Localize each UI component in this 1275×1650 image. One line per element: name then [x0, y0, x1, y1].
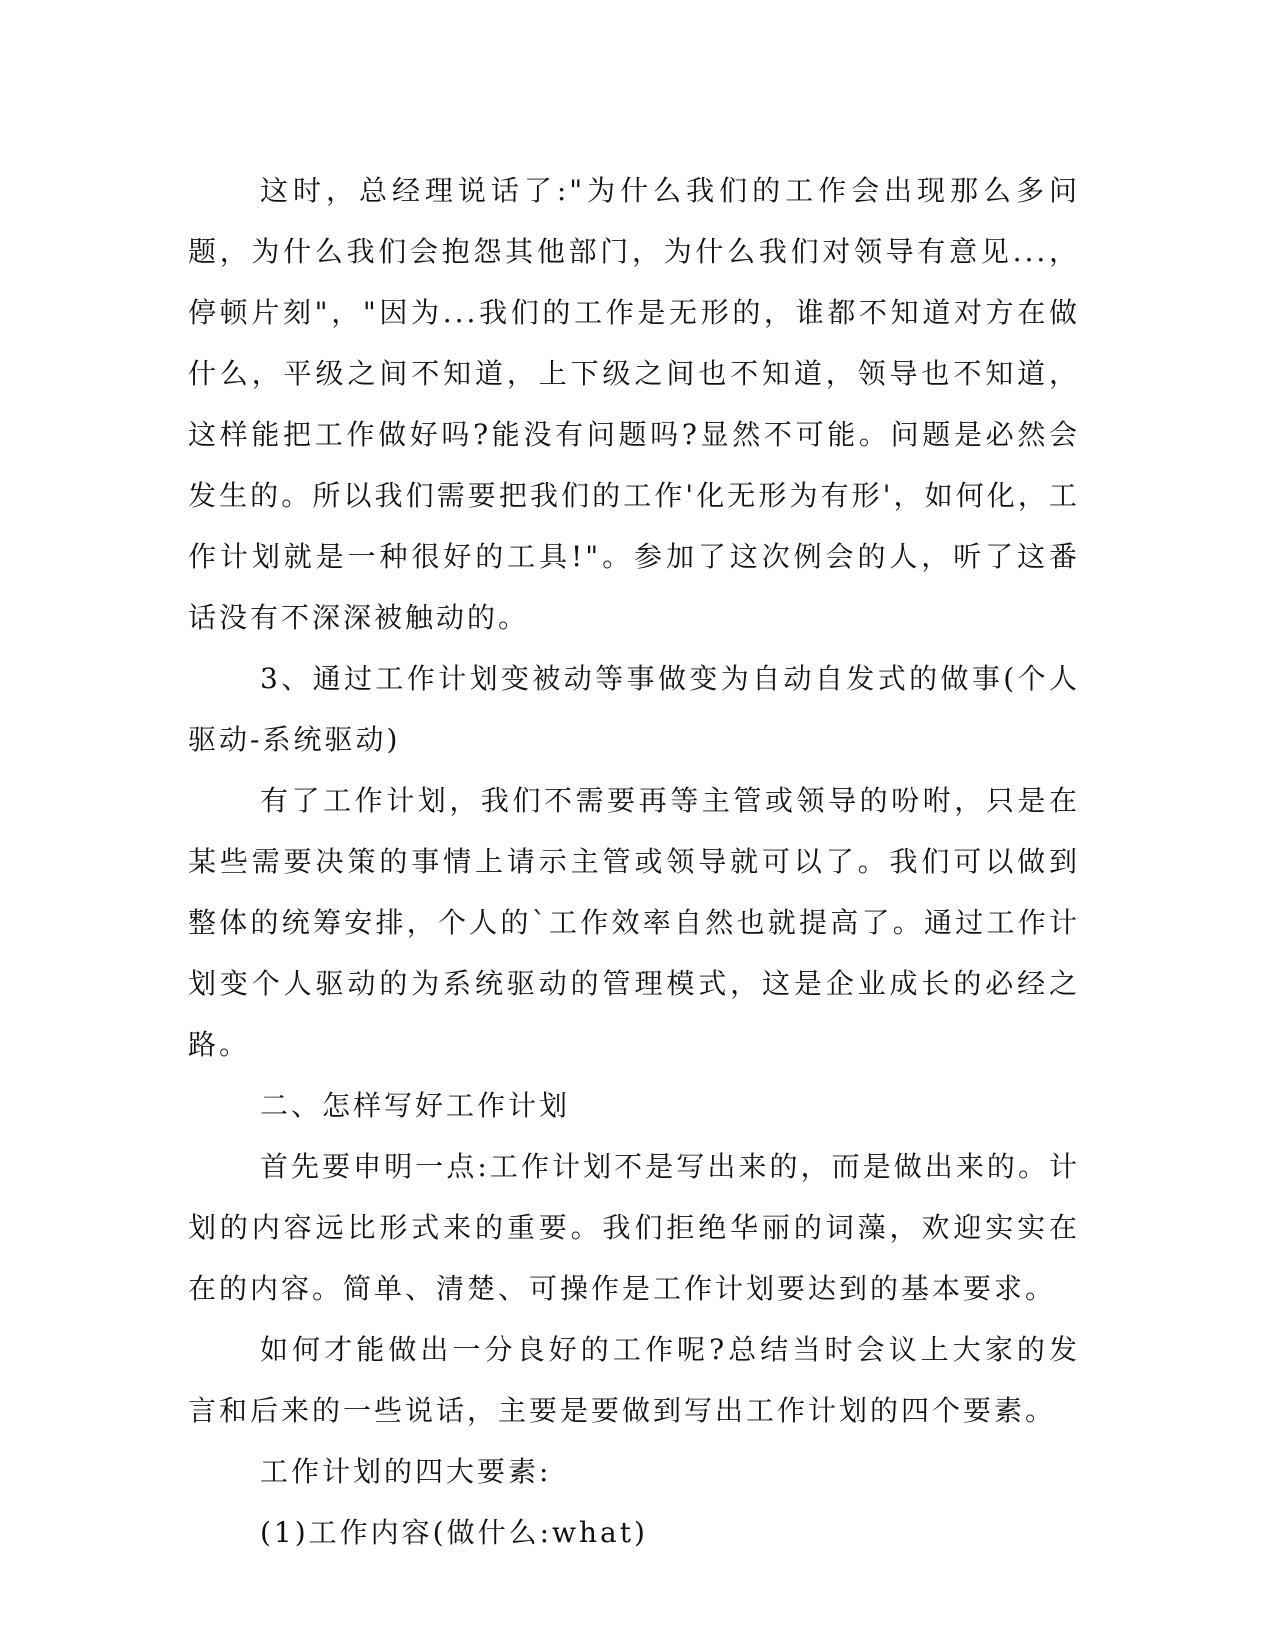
list-heading-four-elements: 工作计划的四大要素:: [260, 1455, 552, 1488]
paragraph-four-elements-intro: 如何才能做出一分良好的工作呢?总结当时会议上大家的发言和后来的一些说话，主要是要做到写出工作计划的四个要素。: [188, 1333, 1080, 1427]
paragraph-plan-content-first: 首先要申明一点:工作计划不是写出来的，而是做出来的。计划的内容远比形式来的重要。我们拒绝华丽的词藻，欢迎实实在在的内容。简单、清楚、可操作是工作计划要达到的基本要求。: [188, 1150, 1080, 1305]
list-item-work-content: (1)工作内容(做什么:what): [260, 1516, 648, 1549]
paragraph-work-plan-benefit: 有了工作计划，我们不需要再等主管或领导的吩咐，只是在某些需要决策的事情上请示主管或领导就可以了。我们可以做到整体的统筹安排，个人的`工作效率自然也就提高了。通过工作计划变个人驱动的为系统驱动的管理模式，这是企业成长的必经之路。: [188, 784, 1080, 1061]
paragraph-point-3-heading: 3、通过工作计划变被动等事做变为自动自发式的做事(个人驱动-系统驱动): [188, 662, 1080, 756]
section-heading-how-to-write: 二、怎样写好工作计划: [260, 1089, 571, 1122]
document-body: [188, 160, 1080, 1563]
paragraph-manager-speech: 这时，总经理说话了:"为什么我们的工作会出现那么多问题，为什么我们会抱怨其他部门，为什么我们对领导有意见...，停顿片刻"，"因为...我们的工作是无形的，谁都不知道对方在做什么，平级之间不知道，上下级之间也不知道，领导也不知道，这样能把工作做好吗?能没有问题吗?显然不可能。问题是必然会发生的。所以我们需要把我们的工作'化无形为有形'，如何化，工作计划就是一种很好的工具!"。参加了这次例会的人，听了这番话没有不深深被触动的。: [188, 174, 1080, 634]
